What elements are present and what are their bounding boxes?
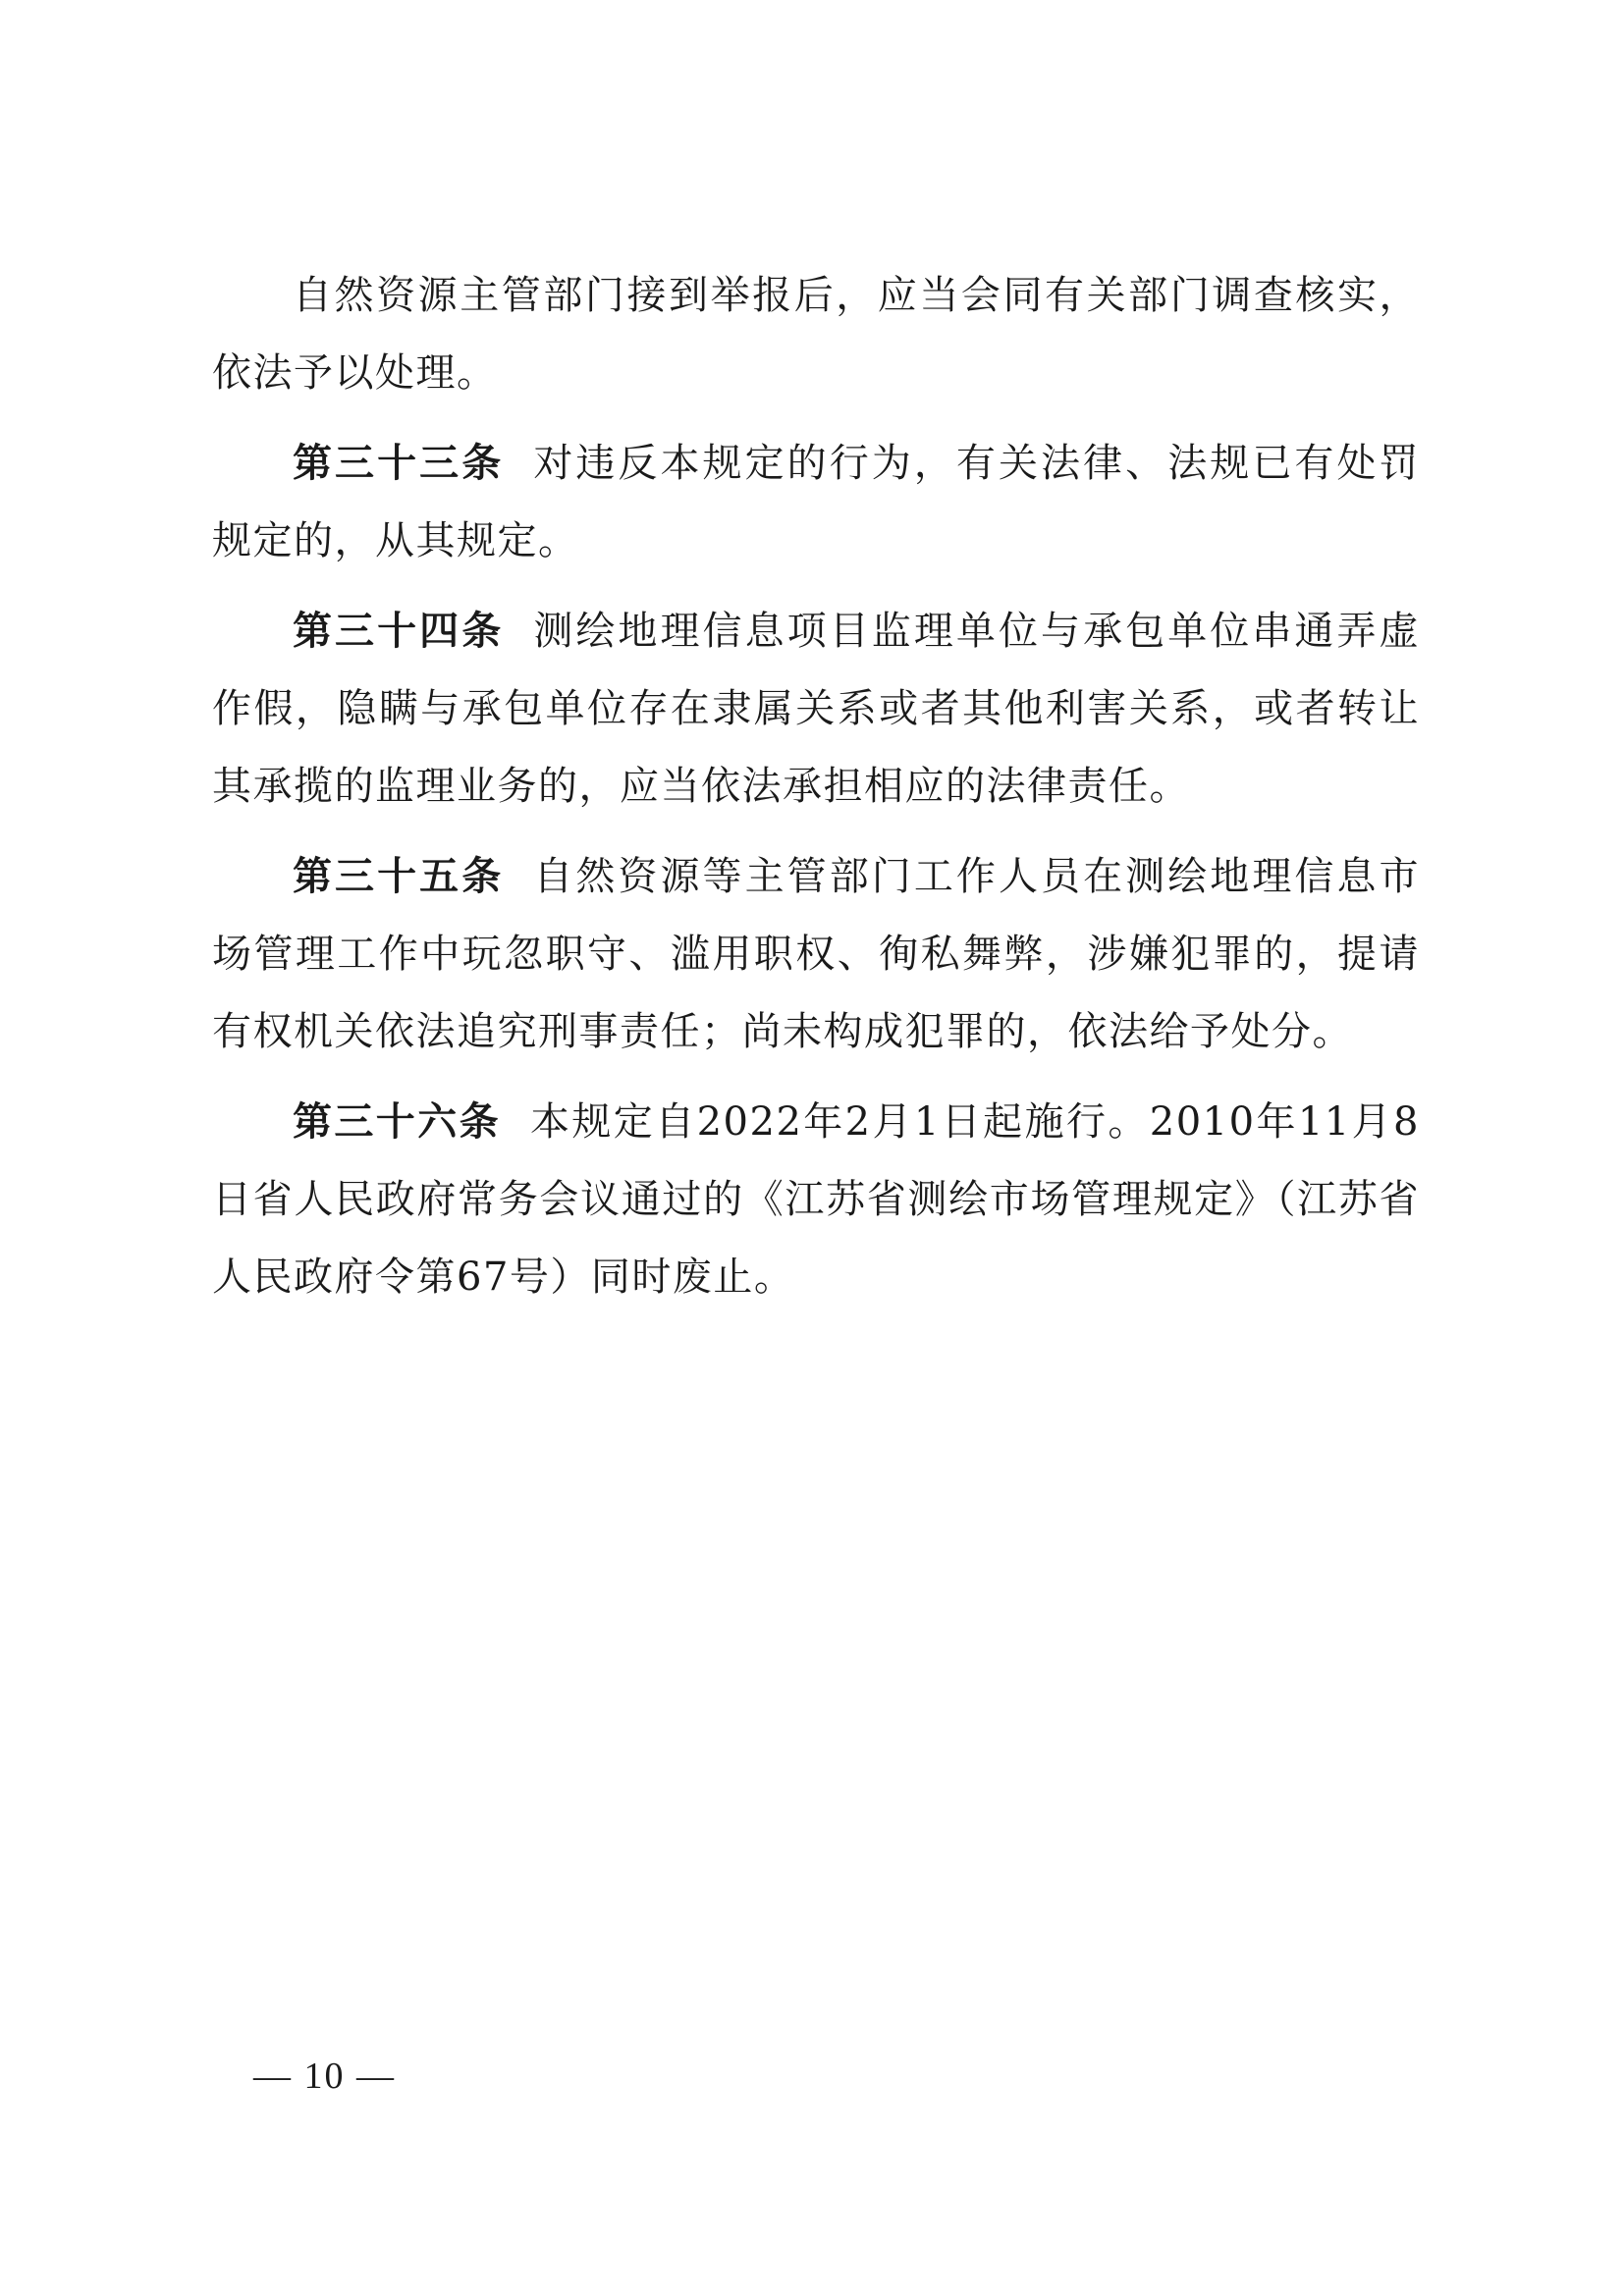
article-34 — [212, 592, 1420, 826]
document-body — [212, 257, 1420, 1328]
paragraph-report-handling — [212, 257, 1420, 412]
article-35 — [212, 837, 1420, 1071]
article-36 — [212, 1083, 1420, 1316]
article-text: 对违反本规定的行为，有关法律、法规已有处罚规定的，从其规定。 — [212, 441, 1421, 563]
article-heading: 第三十六条 — [293, 1098, 501, 1145]
article-33 — [212, 424, 1420, 580]
paragraph-text: 自然资源主管部门接到举报后，应当会同有关部门调查核实，依法予以处理。 — [212, 273, 1420, 396]
article-heading: 第三十三条 — [293, 440, 505, 486]
page-number: — 10 — — [253, 2056, 396, 2097]
article-text: 自然资源等主管部门工作人员在测绘地理信息市场管理工作中玩忽职守、滥用职权、徇私舞弊，涉嫌犯罪的，提请有权机关依法追究刑事责任；尚未构成犯罪的，依法给予处分。 — [212, 854, 1421, 1054]
article-heading: 第三十五条 — [293, 853, 505, 899]
article-text: 本规定自2022年2月1日起施行。2010年11月8日省人民政府常务会议通过的《江苏省测绘市场管理规定》（江苏省人民政府令第67号）同时废止。 — [212, 1099, 1421, 1300]
article-text: 测绘地理信息项目监理单位与承包单位串通弄虚作假，隐瞒与承包单位存在隶属关系或者其他利害关系，或者转让其承揽的监理业务的，应当依法承担相应的法律责任。 — [212, 609, 1421, 809]
article-heading: 第三十四条 — [293, 608, 505, 654]
